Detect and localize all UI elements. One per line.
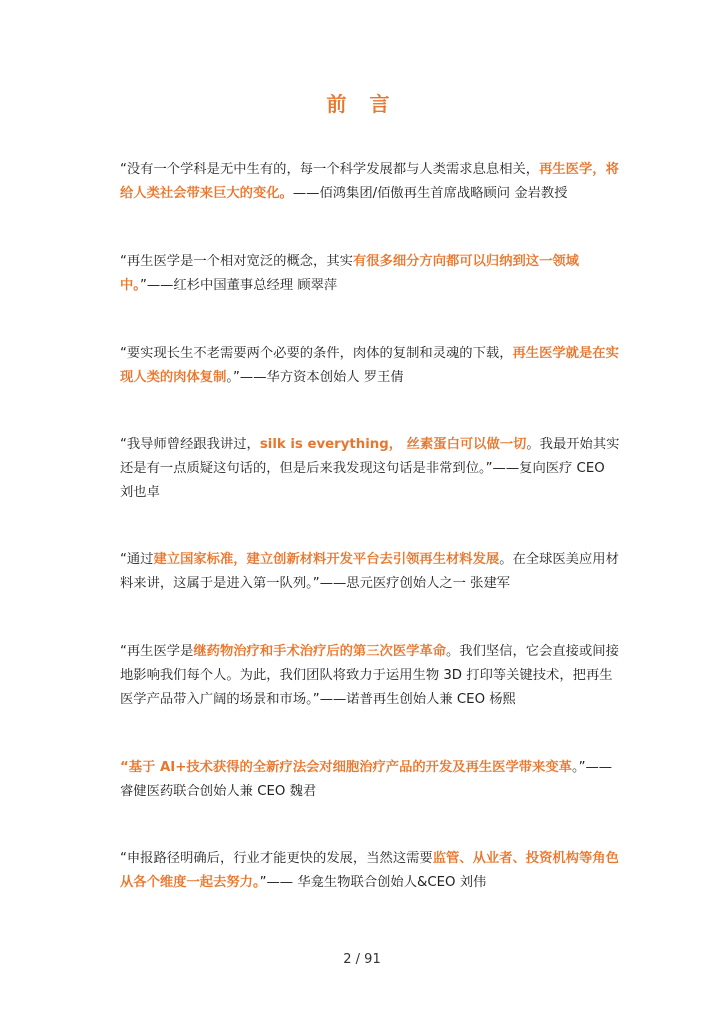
quote-5 (120, 548, 620, 596)
quote-6-attribution: 。我们坚信，它会直接或间接地影响我们每个人。为此，我们团队将致力于运用生物 3D 打印等关键技术，把再生医学产品带入广阔的场景和市场。”——诺普再生创始人兼 CEO 杨熙 (120, 644, 619, 707)
quote-8-attribution: ”—— 华龛生物联合创始人&CEO 刘伟 (259, 875, 487, 890)
quote-2 (120, 250, 620, 298)
quote-1-text: “没有一个学科是无中生有的，每一个科学发展都与人类需求息息相关， (120, 162, 540, 177)
quote-2-attribution: ”——红杉中国董事总经理 顾翠萍 (139, 278, 338, 293)
quote-5-attribution: 。在全球医美应用材料来讲，这属于是进入第一队列。”——思元医疗创始人之一 张建军 (120, 552, 619, 591)
quote-5-text: “通过 (120, 552, 154, 567)
quote-7-highlight: “基于 AI+技术获得的全新疗法会对细胞治疗产品的开发及再生医学带来变革 (120, 760, 572, 775)
page-number: 2 / 91 (343, 952, 381, 967)
quote-1-highlight: 再生医学，将给人类社会带来巨大的变化。 (120, 162, 619, 201)
quote-3-text: “要实现长生不老需要两个必要的条件，肉体的复制和灵魂的下载， (120, 346, 513, 361)
quote-8-text: “申报路径明确后，行业才能更快的发展，当然这需要 (120, 851, 433, 866)
quote-2-text: “再生医学是一个相对宽泛的概念，其实 (120, 254, 353, 269)
quote-8-highlight: 监管、从业者、投资机构等角色从各个维度一起去努力。 (120, 851, 619, 890)
quote-6 (120, 640, 620, 712)
quote-8 (120, 847, 620, 895)
quote-1 (120, 158, 620, 206)
quote-6-highlight: 继药物治疗和手术治疗后的第三次医学革命 (193, 644, 447, 659)
page-title: 前 言 (326, 92, 398, 116)
quote-6-text: “再生医学是 (120, 644, 194, 659)
quote-7-attribution: 。”——睿健医药联合创始人兼 CEO 魏君 (120, 760, 613, 799)
quote-4-highlight: silk is everything， 丝素蛋白可以做一切 (259, 437, 527, 452)
quote-3-attribution: 。”——华方资本创始人 罗王倩 (226, 370, 404, 385)
quote-4-attribution: 。我最开始其实还是有一点质疑这句话的，但是后来我发现这句话是非常到位。”——复向医疗 CEO 刘也卓 (120, 437, 620, 500)
quote-4 (120, 433, 620, 505)
quote-1-attribution: ——佰鸿集团/佰傲再生首席战略顾问 金岩教授 (292, 186, 568, 201)
quote-4-text: “我导师曾经跟我讲过， (120, 437, 260, 452)
quote-3 (120, 342, 620, 390)
quote-2-highlight: 有很多细分方向都可以归纳到这一领域中。 (120, 254, 579, 293)
quote-3-highlight: 再生医学就是在实现人类的肉体复制 (120, 346, 619, 385)
quote-7 (120, 756, 620, 804)
quote-5-highlight: 建立国家标准，建立创新材料开发平台去引领再生材料发展 (153, 552, 500, 567)
